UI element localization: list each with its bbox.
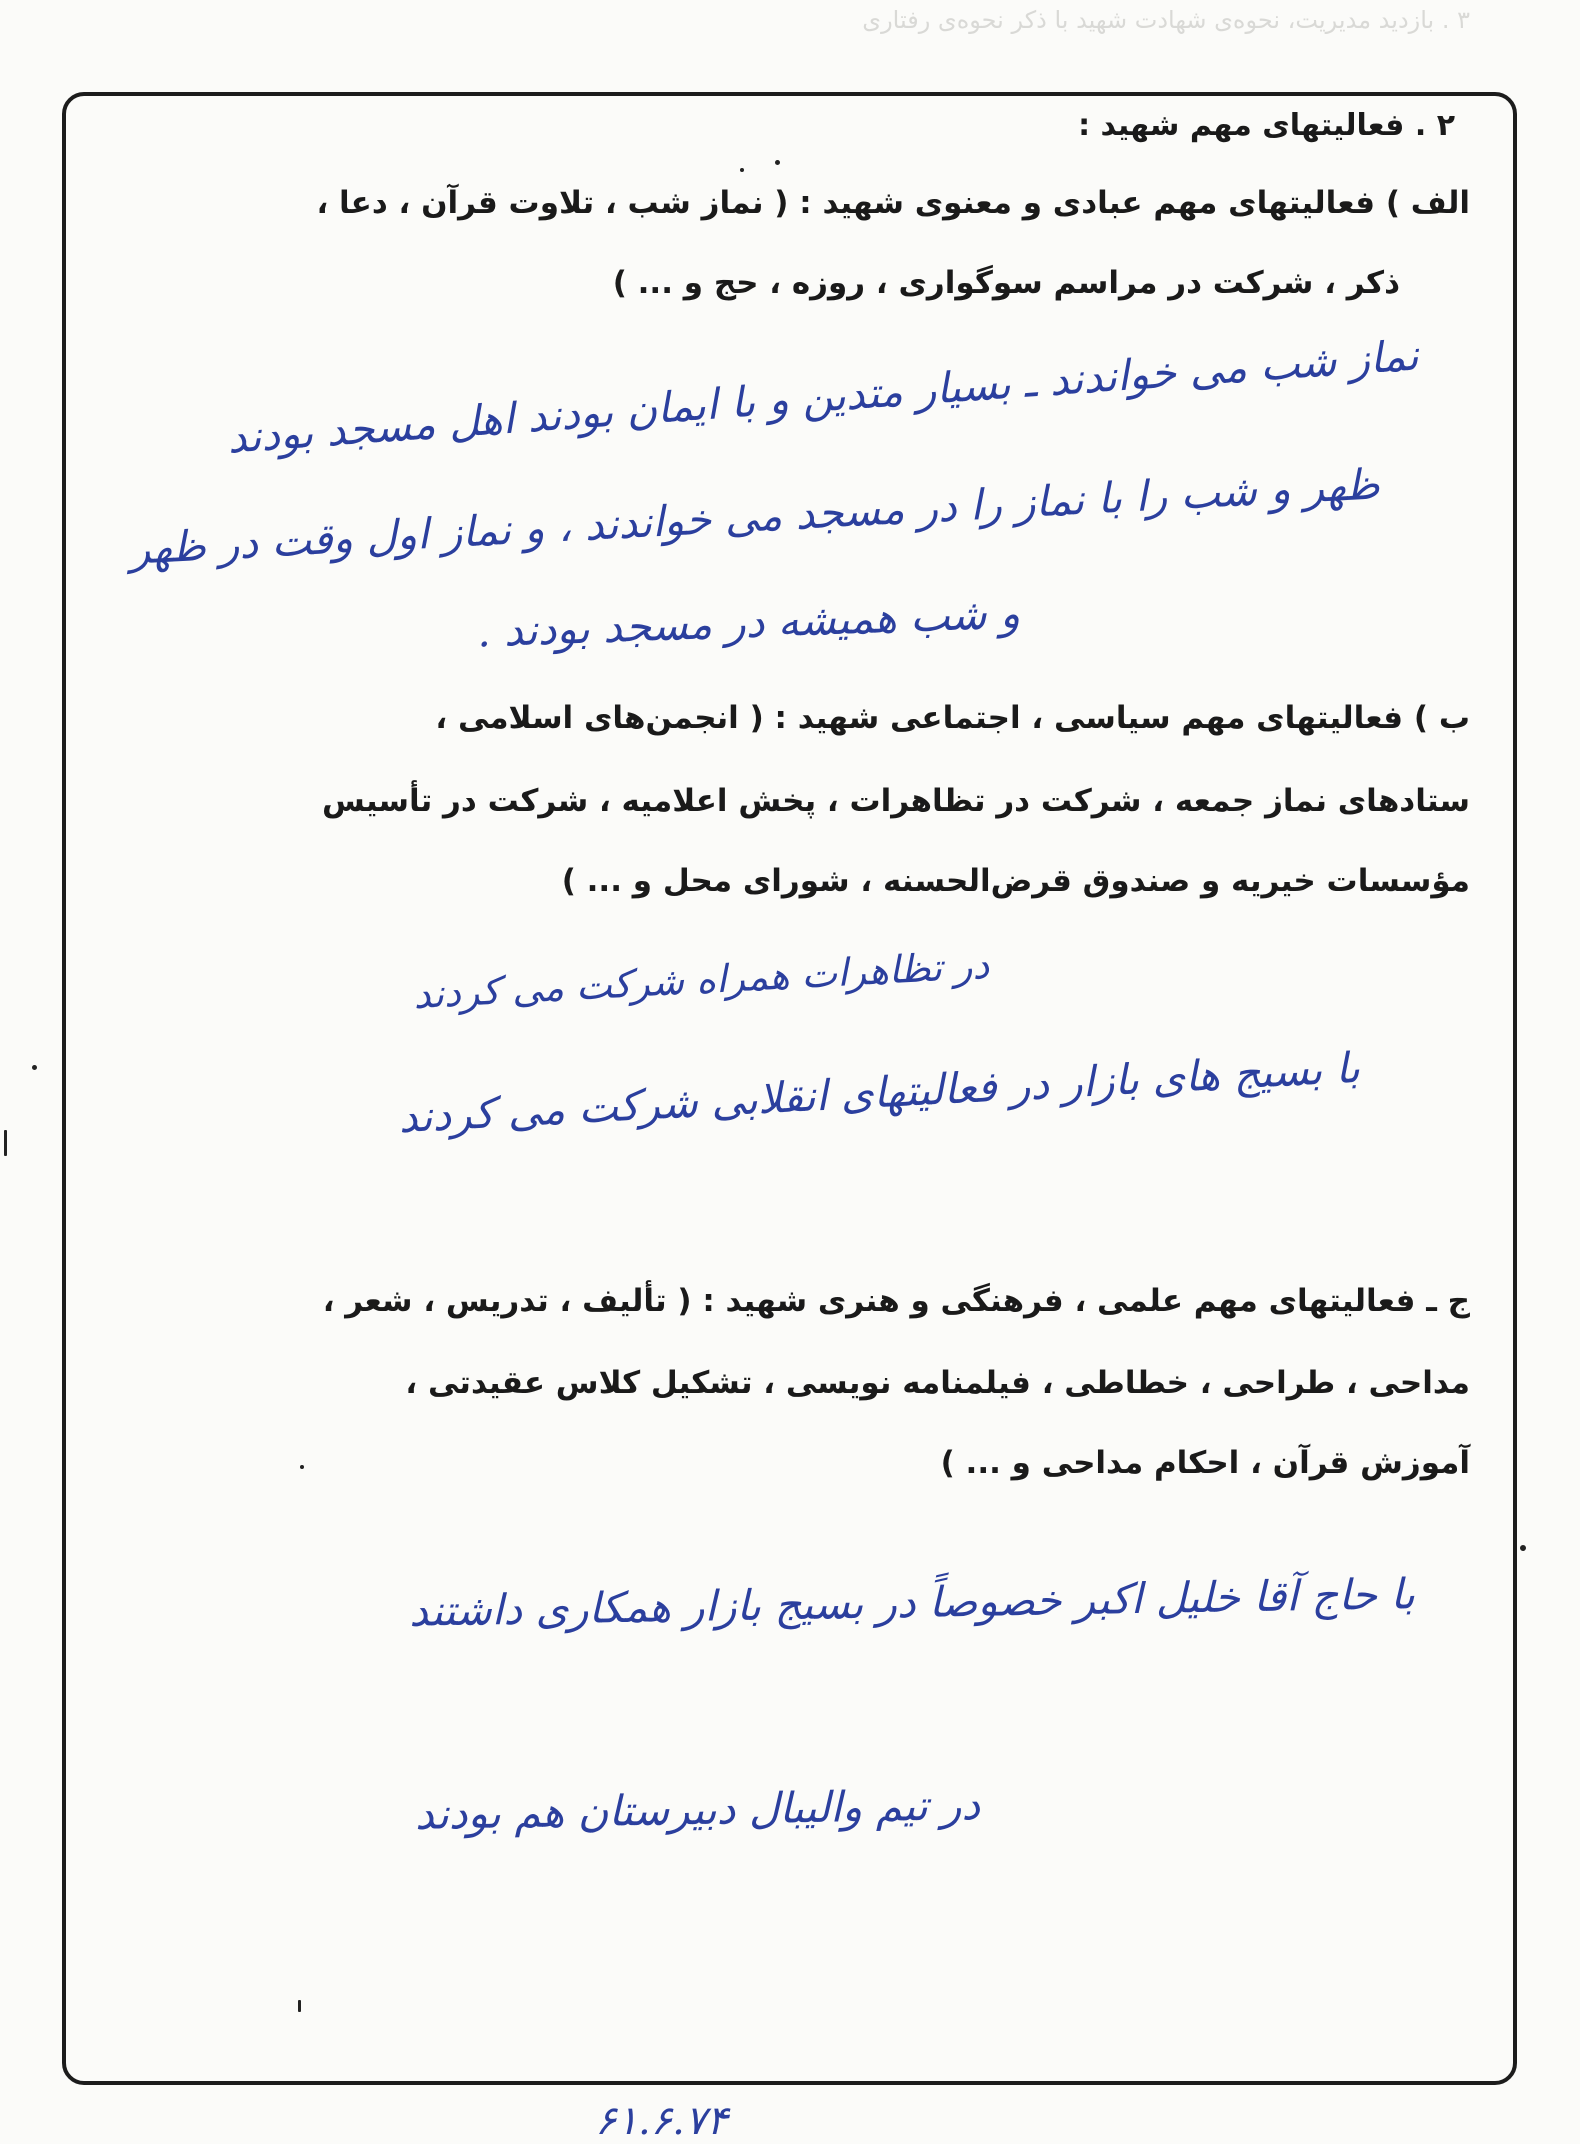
part-c-handwritten-1: با حاج آقا خلیل اکبر خصوصاً در بسیج بازار همکاری داشتند [408, 1569, 1416, 1636]
part-c-line-3: آموزش قرآن ، احکام مداحی و ... ) [940, 1445, 1470, 1481]
part-a-handwritten-3: و شب همیشه در مسجد بودند . [476, 588, 1021, 657]
part-a-handwritten-1: نماز شب می خواندند ـ بسیار متدین و با ایمان بودند اهل مسجد بودند [225, 330, 1421, 463]
part-a-line-1: الف ) فعالیتهای مهم عبادی و معنوی شهید : ( نماز شب ، تلاوت قرآن ، دعا ، [316, 185, 1470, 221]
part-b-handwritten-2: با بسیج های بازار در فعالیتهای انقلابی شرکت می کردند [396, 1042, 1361, 1143]
part-a-line-2: ذکر ، شرکت در مراسم سوگواری ، روزه ، حج و ... ) [612, 265, 1400, 301]
bleed-through-text [0, 0, 1580, 60]
scan-speck [300, 1465, 304, 1469]
scan-speck [775, 160, 780, 165]
scan-speck [32, 1065, 37, 1070]
bleed-through-line: ۳ . بازدید مدیریت، نحوه‌ی شهادت شهید با ذکر نحوه‌ی رفتاری [862, 6, 1470, 34]
section-title: ۲ . فعالیتهای مهم شهید : [1078, 108, 1455, 143]
part-c-line-1: ج ـ فعالیتهای مهم علمی ، فرهنگی و هنری شهید : ( تألیف ، تدریس ، شعر ، [322, 1283, 1470, 1319]
scan-speck [740, 168, 744, 172]
part-b-handwritten-1: در تظاهرات همراه شرکت می کردند [412, 942, 991, 1018]
part-b-line-3: مؤسسات خیریه و صندوق قرض‌الحسنه ، شورای محل و ... ) [561, 863, 1470, 899]
part-b-line-2: ستادهای نماز جمعه ، شرکت در تظاهرات ، پخش اعلامیه ، شرکت در تأسیس [322, 783, 1470, 819]
scan-speck [1520, 1545, 1526, 1551]
part-a-handwritten-2: ظهر و شب را با نماز را در مسجد می خواندند ، و نماز اول وقت در ظهر [128, 459, 1381, 574]
scan-speck [4, 1130, 7, 1156]
part-c-line-2: مداحی ، طراحی ، خطاطی ، فیلمنامه نویسی ، تشکیل کلاس عقیدتی ، [405, 1365, 1470, 1401]
part-c-handwritten-2: در تیم والیبال دبیرستان هم بودند [414, 1780, 981, 1839]
part-b-line-1: ب ) فعالیتهای مهم سیاسی ، اجتماعی شهید : ( انجمن‌های اسلامی ، [435, 700, 1470, 736]
footer-handwritten-number: ۶۱.۶.۷۴ [595, 2098, 728, 2144]
scan-speck [298, 2000, 301, 2012]
